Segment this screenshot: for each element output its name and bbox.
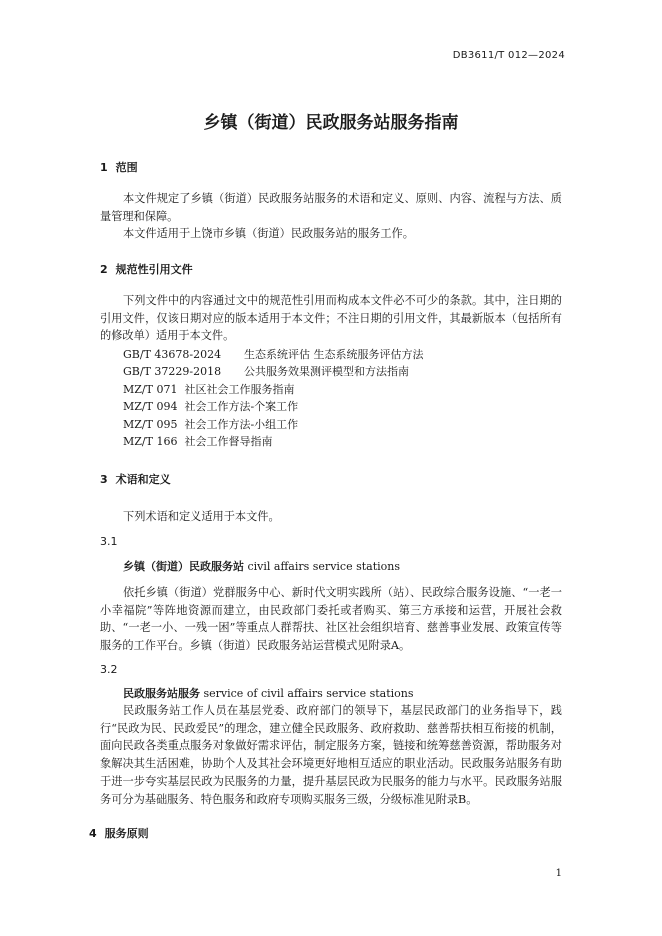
reference-code: GB/T 43678-2024 [123, 348, 222, 361]
reference-code: MZ/T 071 [123, 382, 178, 396]
section-title: 规范性引用文件 [115, 263, 193, 276]
reference-item [123, 416, 424, 433]
term-3-1-number: 3.1 [100, 535, 118, 548]
reference-item [123, 363, 424, 380]
reference-name: 公共服务效果测评模型和方法指南 [244, 365, 409, 379]
document-title: 乡镇（街道）民政服务站服务指南 [203, 113, 459, 133]
reference-item [123, 398, 424, 415]
section-title: 服务原则 [104, 827, 149, 840]
section-number: 4 [89, 827, 97, 840]
section-title: 范围 [115, 161, 138, 174]
section-1-heading [100, 159, 138, 175]
term-chinese: 民政服务站服务 [123, 687, 200, 700]
term-3-2-number: 3.2 [100, 663, 118, 676]
section-number: 1 [100, 161, 108, 174]
normative-reference-list [123, 346, 424, 450]
term-3-2 [123, 685, 414, 701]
reference-code: MZ/T 095 [123, 417, 178, 431]
term-3-2-definition: 民政服务站工作人员在基层党委、政府部门的领导下，基层民政部门的业务指导下，践行“民政为民、民政爱民”的理念，建立健全民政服务、政府救助、慈善帮扶相互衔接的机制，面向民政各类重点服务对象做好需求评估，制定服务方案，链接和统筹慈善资源，帮助服务对象解决其生活困难，协助个人及其社会环境更好地相互适应的职业活动。民政服务站服务有助于进一步夸实基层民政为民服务的力量，提升基层民政为民服务的能力与水平。民政服务站服务可分为基础服务、特色服务和政府专项购买服务三级，分级标准见附录B。 [100, 704, 562, 806]
reference-code: MZ/T 166 [123, 435, 178, 449]
term-english: civil affairs service stations [247, 560, 401, 573]
scope-paragraph-2: 本文件适用于上饶市乡镇（街道）民政服务站的服务工作。 [123, 227, 414, 240]
section-2-heading [100, 261, 193, 277]
reference-item [123, 346, 424, 363]
reference-code: MZ/T 094 [123, 400, 178, 414]
reference-name: 社会工作督导指南 [184, 435, 273, 449]
reference-item [123, 381, 424, 398]
page-number: 1 [555, 868, 562, 879]
section-4-heading [89, 825, 149, 841]
reference-item [123, 433, 424, 450]
section-number: 3 [100, 473, 108, 486]
section-3-heading [100, 471, 171, 487]
term-chinese: 乡镇（街道）民政服务站 [123, 560, 244, 573]
normative-intro-paragraph: 下列文件中的内容通过文中的规范性引用而构成本文件必不可少的条款。其中，注日期的引用文件，仅该日期对应的版本适用于本文件；不注日期的引用文件，其最新版本（包括所有的修改单）适用于本文件。 [100, 294, 562, 343]
reference-name: 社区社会工作服务指南 [184, 382, 295, 396]
reference-name: 社会工作方法-小组工作 [184, 417, 299, 431]
section-number: 2 [100, 263, 108, 276]
term-3-1-definition: 依托乡镇（街道）党群服务中心、新时代文明实践所（站）、民政综合服务设施、“一老一小幸福院”等阵地资源而建立，由民政部门委托或者购买、第三方承接和运营，开展社会救助、“一老一小、一残一困”等重点人群帮扶、社区社会组织培育、慈善事业发展、政策宣传等服务的工作平台。乡镇（街道）民政服务站运营模式见附录A。 [100, 586, 562, 653]
reference-name: 社会工作方法-个案工作 [184, 400, 299, 414]
terms-intro-paragraph: 下列术语和定义适用于本文件。 [123, 510, 280, 523]
term-english: service of civil affairs service stations [203, 687, 414, 700]
scope-paragraph-1: 本文件规定了乡镇（街道）民政服务站服务的术语和定义、原则、内容、流程与方法、质量管理和保障。 [100, 192, 562, 223]
section-title: 术语和定义 [115, 473, 171, 486]
reference-code: GB/T 37229-2018 [123, 365, 222, 379]
reference-name: 生态系统评估 生态系统服务评估方法 [244, 348, 424, 361]
document-code: DB3611/T 012—2024 [452, 50, 565, 61]
term-3-1 [123, 558, 400, 574]
